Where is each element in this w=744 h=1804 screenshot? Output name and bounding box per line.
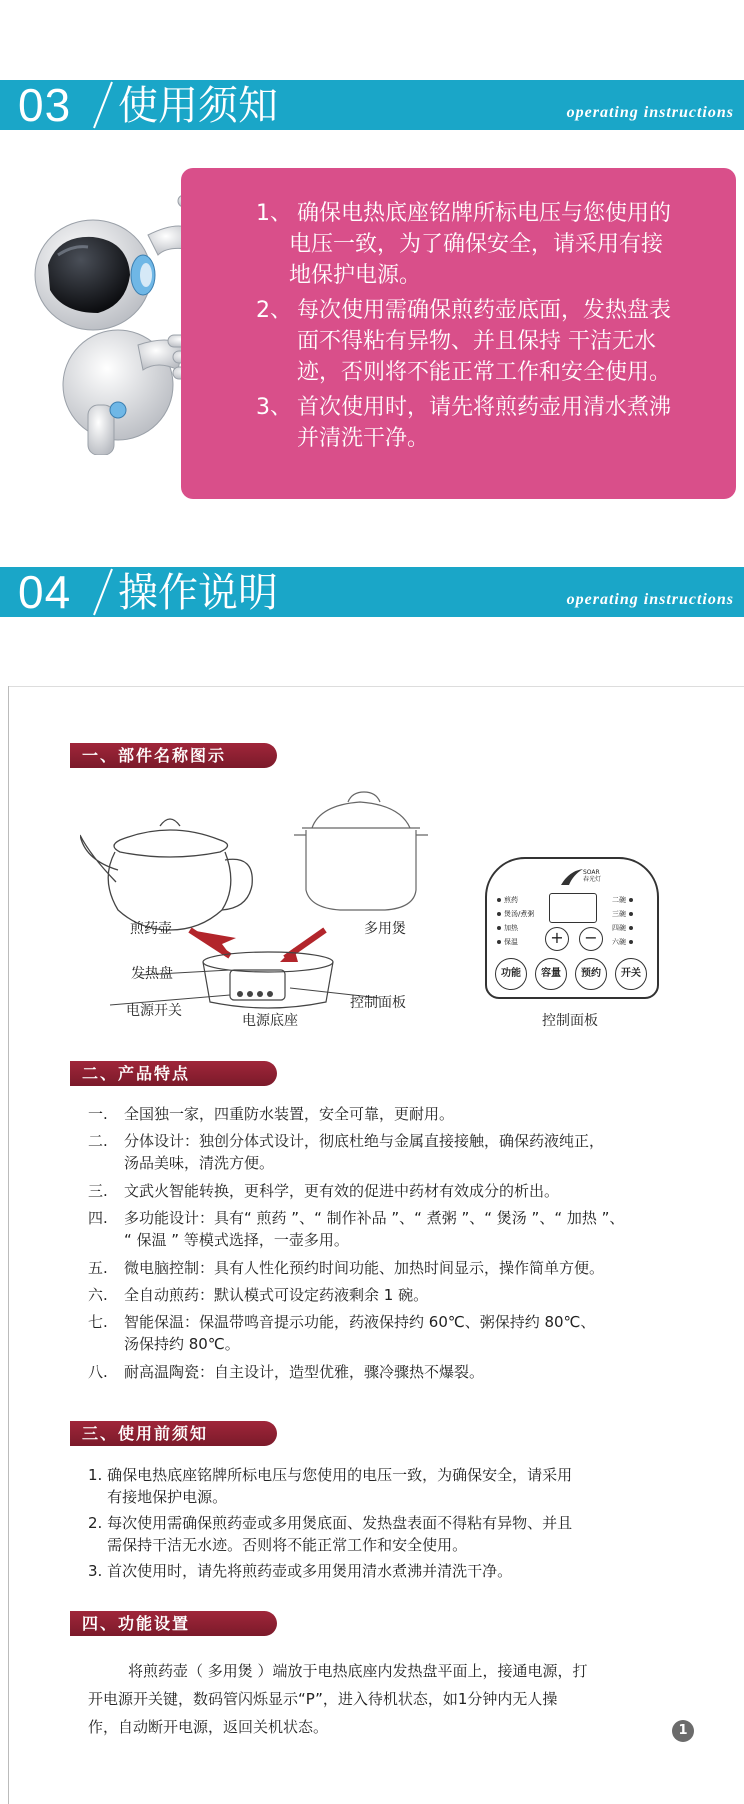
notice-item-line: 电压一致，为了确保安全，请采用有接: [289, 232, 664, 257]
section4-banner: [0, 567, 744, 617]
parts-heading: 一、部件名称图示: [70, 743, 277, 768]
feature-text: 汤保持约 80℃。: [124, 1335, 240, 1353]
feature-text: “ 保温 ” 等模式选择，一壶多用。: [124, 1231, 349, 1249]
brand-name: SOAR 春光灯: [583, 869, 602, 883]
heating-plate-label: 发热盘: [131, 966, 173, 982]
control-panel-label: 控制面板: [542, 1013, 598, 1029]
capacity-item: 二碗: [612, 893, 633, 907]
paragraph-line: 开电源开关键，数码管闪烁显示“P”，进入待机状态，如1分钟内无人操: [88, 1690, 558, 1708]
notice-item-line: 确保电热底座铭牌所标电压与您使用的: [297, 201, 672, 226]
capacity-item: 三碗: [612, 907, 633, 921]
section4-subtitle: operating instructions: [566, 591, 734, 608]
notice-item: [256, 198, 726, 295]
function-settings-heading: 四、功能设置: [70, 1611, 277, 1636]
pot-illustration: [80, 819, 252, 930]
feature-text: 智能保温：保温带鸣音提示功能，药液保持约 60℃、粥保持约 80℃、: [124, 1313, 596, 1331]
precaution-line: 有接地保护电源。: [88, 1488, 228, 1506]
precaution-line: 2. 每次使用需确保煎药壶或多用煲底面、发热盘表面不得粘有异物、并且: [88, 1514, 573, 1532]
feature-text: 文武火智能转换，更科学，更有效的促进中药材有效成分的析出。: [124, 1182, 560, 1200]
section3-subtitle: operating instructions: [566, 104, 734, 121]
notice-item-number: 2、: [256, 298, 292, 323]
section3-banner: [0, 80, 744, 130]
feature-number: 三.: [88, 1182, 108, 1200]
feature-text: 全自动煎药：默认模式可设定药液剩余 1 碗。: [124, 1286, 429, 1304]
feature-text: 耐高温陶瓷：自主设计，造型优雅，骤冷骤热不爆裂。: [124, 1363, 485, 1381]
function-button[interactable]: 功能: [495, 958, 527, 990]
document-top-border: [8, 686, 744, 687]
feature-number: 八.: [88, 1363, 108, 1381]
mode-item: 煲汤/煮粥: [497, 907, 534, 921]
capacity-item: 六碗: [612, 935, 633, 949]
feature-text: 汤品美味，清洗方便。: [124, 1154, 275, 1172]
section3-title: 使用须知: [118, 83, 278, 129]
section3-number: 03: [18, 79, 72, 131]
notice-list: [256, 198, 726, 462]
schedule-button[interactable]: 预约: [575, 958, 607, 990]
notice-item-line: 迹，否则将不能正常工作和安全使用。: [297, 360, 672, 385]
section4-number: 04: [18, 566, 72, 618]
mode-item: 加热: [497, 921, 534, 935]
precaution-line: 3. 首次使用时，请先将煎药壶或多用煲用清水煮沸并清洗干净。: [88, 1562, 513, 1580]
casserole-label: 多用煲: [364, 921, 406, 937]
plus-button[interactable]: +: [545, 927, 569, 951]
slash-divider-icon: [88, 78, 116, 132]
page-number: 1: [672, 1720, 694, 1742]
notice-item-line: 并清洗干净。: [297, 426, 430, 451]
control-panel-label: 控制面板: [350, 995, 406, 1011]
digital-display: [549, 893, 597, 923]
brand-logo-icon: [559, 867, 585, 889]
feature-number: 一.: [88, 1105, 108, 1123]
feature-number: 二.: [88, 1132, 108, 1150]
feature-text: 全国独一家，四重防水装置，安全可靠，更耐用。: [124, 1105, 455, 1123]
mode-item: 煎药: [497, 893, 534, 907]
slash-divider-icon: [88, 565, 116, 619]
feature-number: 四.: [88, 1209, 108, 1227]
document-left-border: [8, 686, 9, 1804]
notice-item-line: 首次使用时，请先将煎药壶用清水煮沸: [297, 395, 672, 420]
power-button[interactable]: 开关: [615, 958, 647, 990]
notice-item-line: 面不得粘有异物、并且保持 干洁无水: [297, 329, 656, 354]
feature-number: 五.: [88, 1259, 108, 1277]
precaution-line: 1. 确保电热底座铭牌所标电压与您使用的电压一致，为确保安全，请采用: [88, 1466, 573, 1484]
notice-item-line: 每次使用需确保煎药壶底面，发热盘表: [297, 298, 672, 323]
capacity-item: 四碗: [612, 921, 633, 935]
pot-label: 煎药壶: [130, 921, 172, 937]
feature-text: 多功能设计：具有“ 煎药 ”、“ 制作补品 ”、“ 煮粥 ”、“ 煲汤 ”、“ 加热 ”、: [124, 1209, 625, 1227]
paragraph-line: 作，自动断开电源，返回关机状态。: [88, 1718, 329, 1736]
power-switch-label: 电源开关: [126, 1003, 182, 1019]
features-heading: 二、产品特点: [70, 1061, 277, 1086]
precaution-line: 需保持干洁无水迹。否则将不能正常工作和安全使用。: [88, 1536, 468, 1554]
feature-number: 六.: [88, 1286, 108, 1304]
control-panel: [485, 857, 659, 999]
notice-item: [256, 392, 726, 462]
notice-item-number: 1、: [256, 201, 292, 226]
feature-text: 分体设计：独创分体式设计，彻底杜绝与金属直接接触，确保药液纯正，: [124, 1132, 605, 1150]
appliance-diagram: [80, 790, 430, 1020]
notice-item-line: 地保护电源。: [289, 263, 422, 288]
feature-text: 微电脑控制：具有人性化预约时间功能、加热时间显示，操作简单方便。: [124, 1259, 605, 1277]
mode-item: 保温: [497, 935, 534, 949]
notice-item: [256, 295, 726, 392]
feature-number: 七.: [88, 1313, 108, 1331]
mode-list-left: [497, 893, 534, 949]
base-label: 电源底座: [242, 1013, 298, 1029]
paragraph-line: 将煎药壶（ 多用煲 ）端放于电热底座内发热盘平面上，接通电源，打: [128, 1662, 588, 1680]
minus-button[interactable]: −: [579, 927, 603, 951]
casserole-illustration: [294, 792, 428, 910]
section4-title: 操作说明: [118, 570, 278, 616]
notice-item-number: 3、: [256, 395, 292, 420]
capacity-button[interactable]: 容量: [535, 958, 567, 990]
precautions-heading: 三、使用前须知: [70, 1421, 277, 1446]
mode-list-right: [612, 893, 633, 949]
